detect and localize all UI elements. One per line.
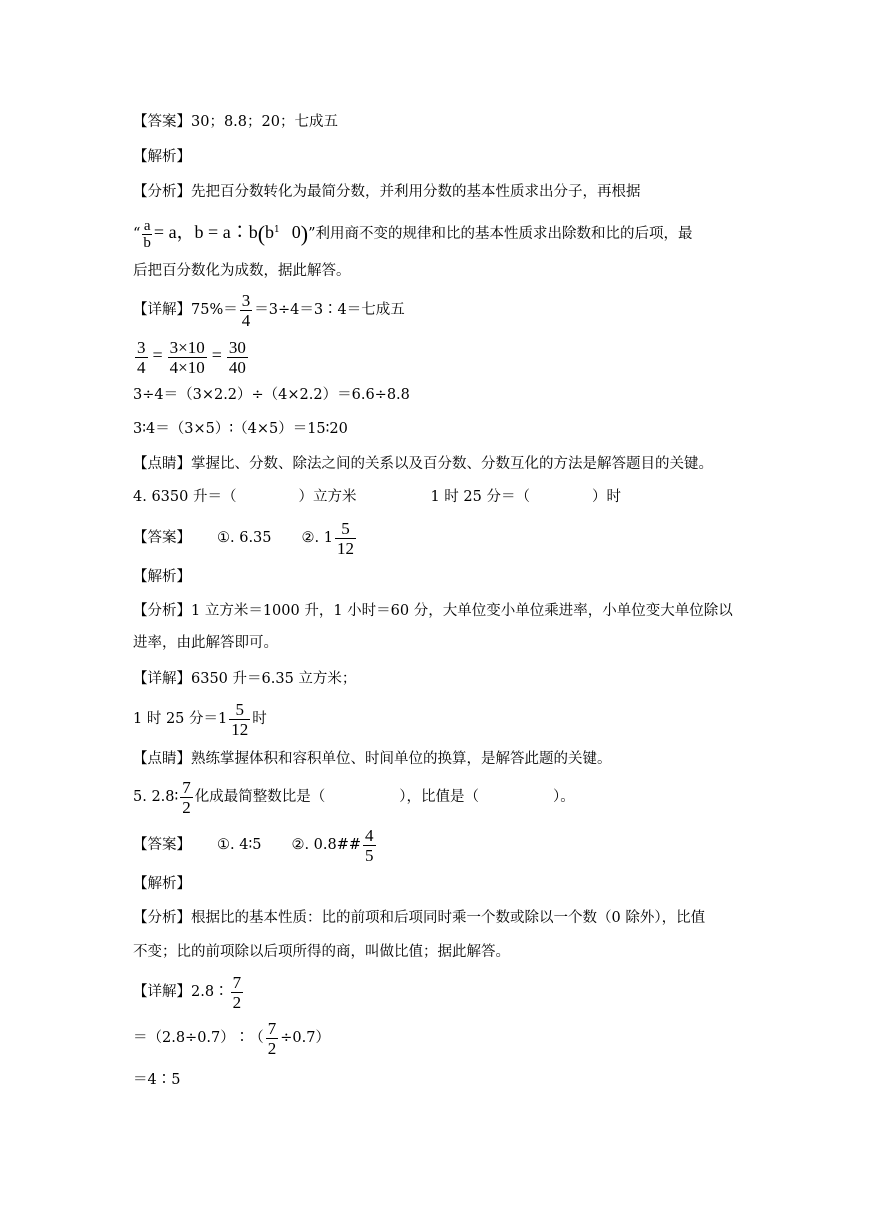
q3-calc-line1: 3÷4＝（3×2.2）÷（4×2.2）＝6.6÷8.8 — [133, 387, 410, 403]
q4-answer-2: ②. 1 — [301, 530, 333, 546]
q5-detail-line2 — [133, 1016, 330, 1060]
q5-stem-part1: 5. 2.8∶ — [133, 789, 179, 805]
q5-analysis-line1: 【分析】根据比的基本性质：比的前项和后项同时乘一个数或除以一个数（0 除外），比值 — [133, 910, 706, 926]
q4-detail-unit: 时 — [252, 711, 267, 727]
q3-answer: 【答案】30；8.8；20；七成五 — [133, 114, 338, 130]
fraction-5-12: $\frac{5}{12}$ — [336, 518, 354, 558]
formula-rest: ”利用商不变的规律和比的基本性质求出除数和比的后项，最 — [308, 226, 693, 242]
q3-key-point: 【点睛】掌握比、分数、除法之间的关系以及百分数、分数互化的方法是解答题目的关键。 — [133, 456, 713, 472]
fraction-7-2c: $\frac{7}{2}$ — [267, 1018, 277, 1058]
q5-analysis-line2: 不变；比的前项除以后项所得的商，叫做比值；据此解答。 — [133, 944, 510, 960]
detail-rest: ＝3÷4＝3∶4＝七成五 — [254, 302, 405, 318]
q5-step1-rest: ÷0.7） — [280, 1030, 330, 1046]
equals-sign: = — [211, 345, 222, 365]
q4-stem-part1: 4. 6350 升＝（ — [133, 489, 237, 505]
fraction-30-40: $\frac{30}{40}$ — [228, 337, 246, 377]
q3-analysis-line3: 后把百分数化为成数，据此解答。 — [133, 263, 351, 279]
q5-answer-2: ②. 0.8## — [291, 837, 362, 853]
formula-b: b — [265, 222, 275, 242]
q4-analysis-line1: 【分析】1 立方米＝1000 升，1 小时＝60 分，大单位变小单位乘进率，小单位变大单位除以 — [133, 603, 733, 619]
fraction-4-5: $\frac{4}{5}$ — [365, 825, 374, 865]
fraction-3-4: $\frac{3}{4}$ — [241, 290, 251, 330]
q4-detail-text: 1 时 25 分＝1 — [133, 711, 228, 727]
q4-stem-part4: ）时 — [591, 489, 621, 505]
q4-detail-line2 — [133, 697, 267, 741]
detail-label: 【详解】75%＝ — [133, 302, 238, 318]
q5-step1-text: ＝（2.8÷0.7）∶（ — [133, 1030, 264, 1046]
answer-label: 【答案】 — [133, 530, 191, 546]
q4-answer-1: ①. 6.35 — [217, 530, 272, 546]
q5-detail-line1 — [133, 970, 245, 1014]
formula-zero: 0 — [291, 222, 301, 242]
paren-open: ( — [257, 221, 266, 246]
fraction-7-2: $\frac{7}{2}$ — [182, 777, 191, 817]
q3-analysis-line1: 【分析】先把百分数转化为最简分数，并利用分数的基本性质求出分子，再根据 — [133, 184, 641, 200]
q3-analysis-heading: 【解析】 — [133, 149, 191, 165]
fraction-3-4b: $\frac{3}{4}$ — [137, 337, 146, 377]
q3-detail-line1 — [133, 288, 405, 332]
q5-analysis-heading: 【解析】 — [133, 876, 191, 892]
equals-sign: = — [152, 345, 163, 365]
q4-stem-part3: 1 时 25 分＝（ — [430, 489, 530, 505]
q3-calc-line2: 3∶4＝（3×5）∶（4×5）＝15∶20 — [133, 421, 348, 437]
formula-text: = a，b = a∶b — [153, 222, 258, 242]
paren-close: ) — [300, 221, 309, 246]
q5-stem-part4: ）。 — [553, 789, 575, 805]
q4-stem — [133, 487, 621, 507]
q4-analysis-line2: 进率，由此解答即可。 — [133, 635, 278, 651]
open-quote: “ — [133, 226, 141, 242]
q4-answer — [133, 516, 358, 560]
q5-answer — [133, 823, 378, 867]
detail-label: 【详解】2.8∶ — [133, 984, 229, 1000]
q5-stem — [133, 775, 575, 819]
formula-sup: 1 — [274, 225, 280, 235]
q5-stem-part2: 化成最简整数比是（ — [194, 789, 326, 805]
q4-analysis-heading: 【解析】 — [133, 569, 191, 585]
fraction-3x10-4x10: $\frac{3\times 10}{4\times 10}$ — [169, 337, 205, 377]
fraction-a-over-b: $\frac{a}{b}$ — [143, 217, 151, 251]
q3-analysis-line2 — [133, 210, 693, 254]
fraction-5-12b: $\frac{5}{12}$ — [231, 699, 249, 739]
q5-stem-part3: ），比值是（ — [399, 789, 480, 805]
fraction-7-2b: $\frac{7}{2}$ — [232, 972, 242, 1012]
q3-fraction-equation — [133, 333, 250, 379]
q5-detail-line3: ＝4∶5 — [133, 1072, 181, 1088]
q4-detail-line1: 【详解】6350 升＝6.35 立方米； — [133, 671, 357, 687]
q4-stem-part2: ）立方米 — [298, 489, 357, 505]
q4-key-point: 【点睛】熟练掌握体积和容积单位、时间单位的换算，是解答此题的关键。 — [133, 751, 612, 767]
answer-label: 【答案】 — [133, 837, 191, 853]
q5-answer-1: ①. 4∶5 — [217, 837, 262, 853]
